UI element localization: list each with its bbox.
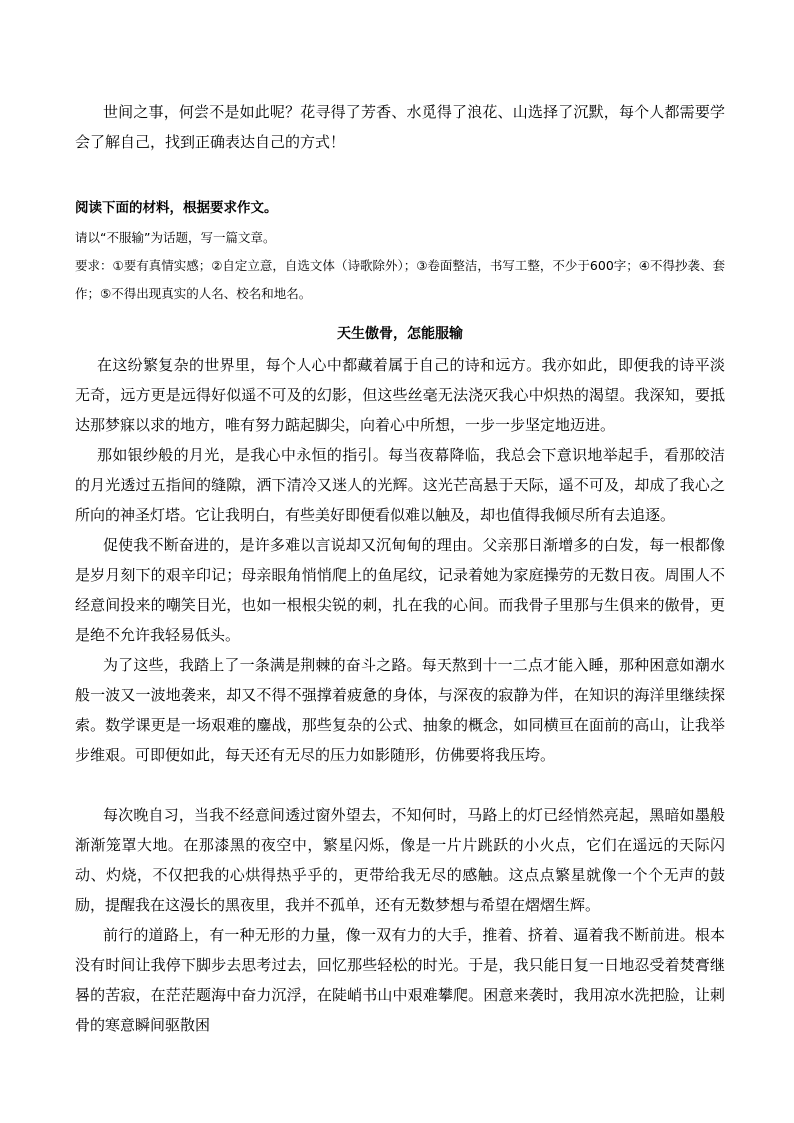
essay-paragraph: 那如银纱般的月光，是我心中永恒的指引。每当夜幕降临，我总会下意识地举起手，看那皎洁的月光透过五指间的缝隙，洒下清冷又迷人的光辉。这光芒高悬于天际，遥不可及，却成了我心之所向的神圣灯塔。它让我明白，有些美好即便看似难以触及，却也值得我倾尽所有去追逐。 bbox=[75, 446, 725, 524]
essay-paragraph: 在这纷繁复杂的世界里，每个人心中都藏着属于自己的诗和远方。我亦如此，即便我的诗平淡无奇，远方更是远得好似遥不可及的幻影，但这些丝毫无法浇灭我心中炽热的渴望。我深知，要抵达那梦寐以求的地方，唯有努力踮起脚尖，向着心中所想，一步一步坚定地迈进。 bbox=[75, 356, 725, 434]
essay-paragraph: 每次晚自习，当我不经意间透过窗外望去，不知何时，马路上的灯已经悄然亮起，黑暗如墨般渐渐笼罩大地。在那漆黑的夜空中，繁星闪烁，像是一片片跳跃的小火点，它们在遥远的天际闪动、灼烧，不仅把我的心烘得热乎乎的，更带给我无尽的感触。这点点繁星就像一个个无声的鼓励，提醒我在这漫长的黑夜里，我并不孤单，还有无数梦想与希望在熠熠生辉。 bbox=[75, 806, 725, 914]
essay-paragraph: 前行的道路上，有一种无形的力量，像一双有力的大手，推着、挤着、逼着我不断前进。根本没有时间让我停下脚步去思考过去，回忆那些轻松的时光。于是，我只能日复一日地忍受着焚膏继晷的苦寂，在茫茫题海中奋力沉浮，在陡峭书山中艰难攀爬。困意来袭时，我用凉水洗把脸，让刺骨的寒意瞬间驱散困 bbox=[75, 926, 725, 1034]
intro-section bbox=[75, 97, 725, 157]
task-prompt: 请以“不服输”为话题，写一篇文章。 bbox=[75, 230, 276, 245]
task-section bbox=[75, 194, 725, 308]
essay-paragraph: 为了这些，我踏上了一条满是荆棘的奋斗之路。每天熬到十一二点才能入睡，那种困意如潮水般一波又一波地袭来，却又不得不强撑着疲惫的身体，与深夜的寂静为伴，在知识的海洋里继续探索。数学课更是一场艰难的鏖战，那些复杂的公式、抽象的概念，如同横亘在面前的高山，让我举步维艰。可即便如此，每天还有无尽的压力如影随形，仿佛要将我压垮。 bbox=[75, 656, 725, 764]
essay-body bbox=[75, 350, 725, 1040]
essay-title: 天生傲骨，怎能服输 bbox=[337, 326, 463, 342]
essay-section bbox=[75, 322, 725, 1040]
task-heading: 阅读下面的材料，根据要求作文。 bbox=[75, 200, 278, 216]
task-requirements: 要求：①要有真情实感；②自定立意，自选文体（诗歌除外）；③卷面整洁，书写工整，不少于600字；④不得抄袭、套作；⑤不得出现真实的人名、校名和地名。 bbox=[75, 258, 725, 301]
essay-paragraph: 促使我不断奋进的，是许多难以言说却又沉甸甸的理由。父亲那日渐增多的白发，每一根都像是岁月刻下的艰辛印记；母亲眼角悄悄爬上的鱼尾纹，记录着她为家庭操劳的无数日夜。周围人不经意间投来的嘲笑目光，也如一根根尖锐的刺，扎在我的心间。而我骨子里那与生俱来的傲骨，更是绝不允许我轻易低头。 bbox=[75, 536, 725, 644]
intro-paragraph: 世间之事，何尝不是如此呢？花寻得了芳香、水觅得了浪花、山选择了沉默，每个人都需要学会了解自己，找到正确表达自己的方式！ bbox=[75, 103, 725, 151]
